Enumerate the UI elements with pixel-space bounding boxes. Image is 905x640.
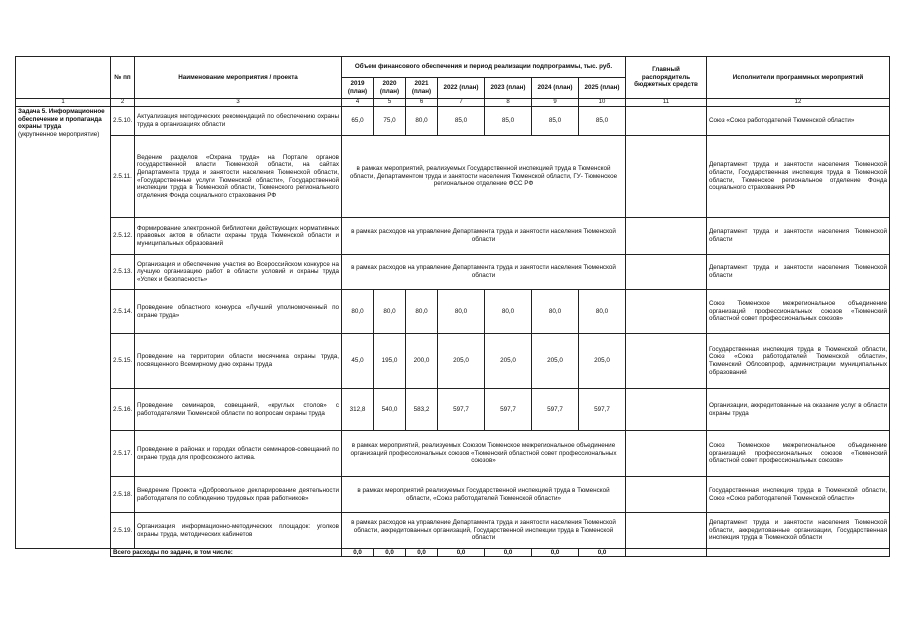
table-row xyxy=(16,107,890,136)
row-note: в рамках расходов на управление Департамента труда и занятости населения Тюменской области, аккредитованных организаций, Государственной инспекции труда в Тюменской области xyxy=(342,513,626,549)
row-num: 2.5.13. xyxy=(111,255,135,290)
row-name: Актуализация методических рекомендаций по обеспечению охраны труда в организациях области xyxy=(135,107,342,136)
table-row xyxy=(16,290,890,334)
total-value: 0,0 xyxy=(438,549,485,557)
row-note: в рамках мероприятий, реализуемых Государственной инспекцией труда в Тюменской области, Департаментом труда и занятости населения Тюменской области, ГУ- Тюменское региональное отделение ФСС РФ xyxy=(342,136,626,218)
row-num: 2.5.16. xyxy=(111,389,135,431)
row-executor: Организации, аккредитованные на оказание услуг в области охраны труда xyxy=(707,389,890,431)
row-executor: Государственная инспекция труда в Тюменской области, Союз «Союз работодателей Тюменской области» xyxy=(707,477,890,513)
column-number: 5 xyxy=(374,99,406,107)
row-value: 597,7 xyxy=(532,389,579,431)
header-executors: Исполнители программных мероприятий xyxy=(707,57,890,99)
table-row xyxy=(16,136,890,218)
row-num: 2.5.11. xyxy=(111,136,135,218)
table-row xyxy=(16,477,890,513)
row-value: 80,0 xyxy=(579,290,626,334)
row-value: 80,0 xyxy=(438,290,485,334)
row-value: 583,2 xyxy=(406,389,438,431)
row-value: 85,0 xyxy=(579,107,626,136)
row-executor: Департамент труда и занятости населения Тюменской области, аккредитованные организации, Государственная инспекция труда в Тюменской области xyxy=(707,513,890,549)
column-number: 7 xyxy=(438,99,485,107)
table-row xyxy=(16,255,890,290)
total-distributor xyxy=(626,549,707,557)
row-value: 45,0 xyxy=(342,334,374,389)
task-cell xyxy=(16,107,111,549)
column-number: 1 xyxy=(16,99,111,107)
row-executor: Государственная инспекция труда в Тюменской области, Союз «Союз работодателей Тюменской области», Тюменский Облсовпроф, администрации муниципальных образований xyxy=(707,334,890,389)
header-year: 2025 (план) xyxy=(579,78,626,99)
row-distributor xyxy=(626,255,707,290)
task-title: Задача 5. Информационное обеспечение и пропаганда охраны труда xyxy=(18,108,105,131)
row-executor: Союз «Союз работодателей Тюменской области» xyxy=(707,107,890,136)
row-name: Проведение семинаров, совещаний, «круглых столов» с работодателями Тюменской области по вопросам охраны труда xyxy=(135,389,342,431)
row-note: в рамках мероприятий реализуемых Государственной инспекцией труда в Тюменской области, «Союз работодателей Тюменской области» xyxy=(342,477,626,513)
row-note: в рамках мероприятий, реализуемых Союзом Тюменское межрегиональное объединение организаций профессиональных союзов «Тюменский областной совет профессиональных союзов» xyxy=(342,431,626,477)
row-value: 195,0 xyxy=(374,334,406,389)
column-number: 4 xyxy=(342,99,374,107)
row-executor: Департамент труда и занятости населения Тюменской области, Государственная инспекция труда в Тюменской области, Тюменское региональное отделение Фонда социального страхования РФ xyxy=(707,136,890,218)
column-number-row xyxy=(16,99,890,107)
row-num: 2.5.18. xyxy=(111,477,135,513)
row-name: Проведение в районах и городах области семинаров-совещаний по охране труда для профсоюзного актива. xyxy=(135,431,342,477)
row-value: 205,0 xyxy=(579,334,626,389)
header-name: Наименование мероприятия / проекта xyxy=(135,57,342,99)
row-value: 85,0 xyxy=(485,107,532,136)
row-value: 80,0 xyxy=(374,290,406,334)
row-value: 85,0 xyxy=(438,107,485,136)
total-executor xyxy=(707,549,890,557)
row-name: Ведение разделов «Охрана труда» на Портале органов государственной власти Тюменской области, на сайтах Департамента труда и занятости населения Тюменской области, «Государственные услуги Тюменской области», Государственной инспекции труда в Тюменской области, Тюменского регионального отделения Фонда социального страхования РФ xyxy=(135,136,342,218)
total-value: 0,0 xyxy=(485,549,532,557)
column-number: 2 xyxy=(111,99,135,107)
row-value: 205,0 xyxy=(485,334,532,389)
task-subtitle: (укрупненное мероприятие) xyxy=(18,130,100,138)
row-num: 2.5.10. xyxy=(111,107,135,136)
header-year: 2022 (план) xyxy=(438,78,485,99)
row-value: 597,7 xyxy=(579,389,626,431)
row-num: 2.5.12. xyxy=(111,218,135,255)
row-name: Проведение областного конкурса «Лучший уполномоченный по охране труда» xyxy=(135,290,342,334)
row-value: 205,0 xyxy=(438,334,485,389)
row-distributor xyxy=(626,389,707,431)
row-value: 80,0 xyxy=(342,290,374,334)
header-funding: Объем финансового обеспечения и период реализации подпрограммы, тыс. руб. xyxy=(342,57,626,78)
row-value: 312,8 xyxy=(342,389,374,431)
total-value: 0,0 xyxy=(374,549,406,557)
row-note: в рамках расходов на управление Департамента труда и занятости населения Тюменской области xyxy=(342,255,626,290)
row-value: 80,0 xyxy=(406,107,438,136)
row-distributor xyxy=(626,431,707,477)
row-executor: Департамент труда и занятости населения Тюменской области xyxy=(707,218,890,255)
budget-table-page xyxy=(15,56,890,557)
total-spacer xyxy=(16,549,111,557)
table-row xyxy=(16,513,890,549)
row-num: 2.5.14. xyxy=(111,290,135,334)
row-num: 2.5.19. xyxy=(111,513,135,549)
row-executor: Департамент труда и занятости населения Тюменской области xyxy=(707,255,890,290)
header-num: № пп xyxy=(111,57,135,99)
header-year: 2024 (план) xyxy=(532,78,579,99)
row-name: Проведение на территории области месячника охраны труда, посвященного Всемирному дню охраны труда xyxy=(135,334,342,389)
row-executor: Союз Тюменское межрегиональное объединение организаций профессиональных союзов «Тюменский областной совет профессиональных союзов» xyxy=(707,290,890,334)
row-distributor xyxy=(626,218,707,255)
row-value: 80,0 xyxy=(406,290,438,334)
row-value: 80,0 xyxy=(532,290,579,334)
total-value: 0,0 xyxy=(342,549,374,557)
row-value: 75,0 xyxy=(374,107,406,136)
row-note: в рамках расходов на управление Департамента труда и занятости населения Тюменской области xyxy=(342,218,626,255)
row-distributor xyxy=(626,136,707,218)
column-number: 8 xyxy=(485,99,532,107)
row-distributor xyxy=(626,513,707,549)
table-row xyxy=(16,334,890,389)
total-value: 0,0 xyxy=(406,549,438,557)
row-name: Формирование электронной библиотеки действующих нормативных правовых актов в области охраны труда Тюменской области и муниципальных образований xyxy=(135,218,342,255)
row-value: 540,0 xyxy=(374,389,406,431)
column-number: 12 xyxy=(707,99,890,107)
row-num: 2.5.17. xyxy=(111,431,135,477)
row-value: 80,0 xyxy=(485,290,532,334)
column-number: 11 xyxy=(626,99,707,107)
total-label: Всего расходы по задаче, в том числе: xyxy=(111,549,342,557)
total-value: 0,0 xyxy=(579,549,626,557)
row-value: 200,0 xyxy=(406,334,438,389)
table-row xyxy=(16,389,890,431)
header-year: 2020 (план) xyxy=(374,78,406,99)
header-year: 2019 (план) xyxy=(342,78,374,99)
header-distributor: Главный распорядитель бюджетных средств xyxy=(626,57,707,99)
row-distributor xyxy=(626,477,707,513)
column-number: 6 xyxy=(406,99,438,107)
row-value: 597,7 xyxy=(485,389,532,431)
total-value: 0,0 xyxy=(532,549,579,557)
header-year: 2021 (план) xyxy=(406,78,438,99)
header-task-cell xyxy=(16,57,111,99)
row-name: Организация и обеспечение участия во Всероссийском конкурсе на лучшую организацию работ в области условий и охраны труда «Успех и безопасность» xyxy=(135,255,342,290)
header-row xyxy=(16,57,890,78)
table-row xyxy=(16,218,890,255)
row-name: Организация информационно-методических площадок: уголков охраны труда, методических кабинетов xyxy=(135,513,342,549)
row-distributor xyxy=(626,290,707,334)
row-name: Внедрение Проекта «Добровольное декларирование деятельности работодателя по соблюдению трудовых прав работников» xyxy=(135,477,342,513)
column-number: 9 xyxy=(532,99,579,107)
column-number: 10 xyxy=(579,99,626,107)
table-row xyxy=(16,431,890,477)
row-executor: Союз Тюменское межрегиональное объединение организаций профессиональных союзов «Тюменский областной совет профессиональных союзов» xyxy=(707,431,890,477)
header-year: 2023 (план) xyxy=(485,78,532,99)
program-activities-table xyxy=(15,56,890,557)
row-value: 205,0 xyxy=(532,334,579,389)
total-row xyxy=(16,549,890,557)
row-value: 85,0 xyxy=(532,107,579,136)
row-distributor xyxy=(626,334,707,389)
column-number: 3 xyxy=(135,99,342,107)
row-value: 597,7 xyxy=(438,389,485,431)
row-distributor xyxy=(626,107,707,136)
row-num: 2.5.15. xyxy=(111,334,135,389)
row-value: 65,0 xyxy=(342,107,374,136)
